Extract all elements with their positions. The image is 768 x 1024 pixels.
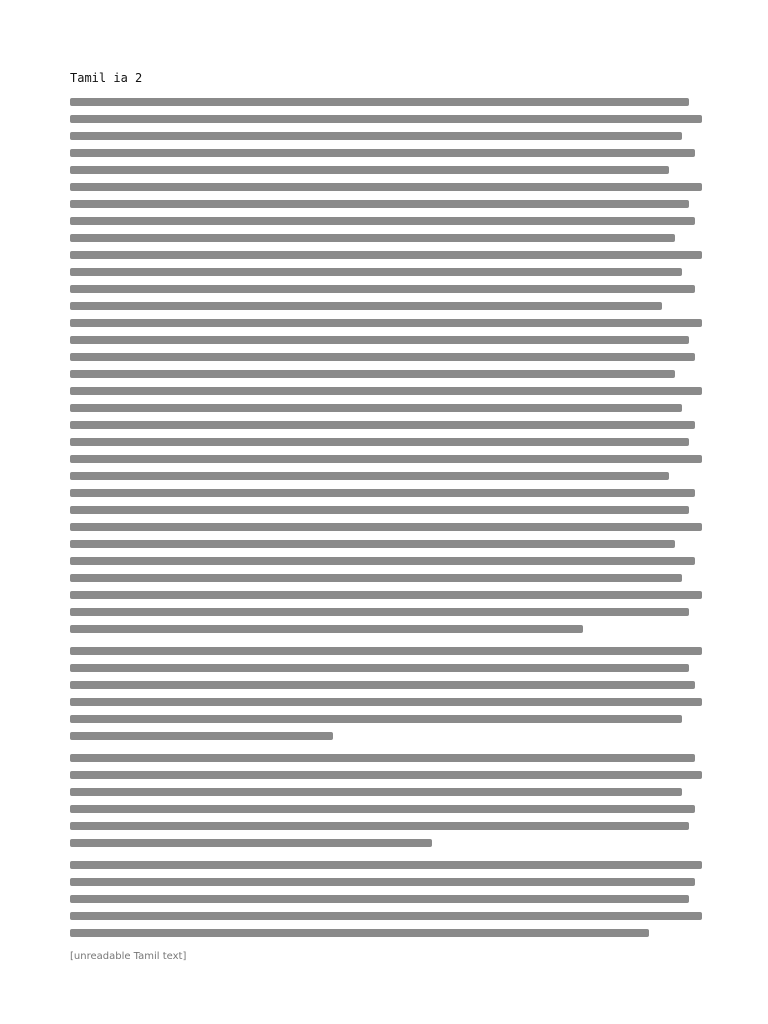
text-line xyxy=(70,895,689,903)
text-line xyxy=(70,912,702,920)
text-line xyxy=(70,234,675,242)
text-line xyxy=(70,861,702,869)
text-line xyxy=(70,98,689,106)
text-line xyxy=(70,523,702,531)
text-line xyxy=(70,149,695,157)
paragraph-2 xyxy=(70,647,728,740)
text-line xyxy=(70,929,649,937)
text-line xyxy=(70,805,695,813)
text-line xyxy=(70,115,702,123)
text-line xyxy=(70,438,689,446)
text-line xyxy=(70,353,695,361)
text-line xyxy=(70,302,662,310)
text-line xyxy=(70,591,702,599)
text-line xyxy=(70,489,695,497)
document-title: Tamil ia 2 xyxy=(70,71,143,85)
text-line xyxy=(70,681,695,689)
text-line xyxy=(70,421,695,429)
text-line xyxy=(70,472,669,480)
text-line xyxy=(70,822,689,830)
text-line xyxy=(70,788,682,796)
text-line xyxy=(70,285,695,293)
text-line xyxy=(70,664,689,672)
text-line xyxy=(70,268,682,276)
text-line xyxy=(70,557,695,565)
text-line xyxy=(70,217,695,225)
text-line xyxy=(70,166,669,174)
text-line xyxy=(70,715,682,723)
text-line xyxy=(70,647,702,655)
text-line xyxy=(70,132,682,140)
text-line xyxy=(70,839,432,847)
text-line xyxy=(70,574,682,582)
text-line xyxy=(70,754,695,762)
text-line xyxy=(70,455,702,463)
text-line xyxy=(70,608,689,616)
text-line xyxy=(70,506,689,514)
text-line xyxy=(70,878,695,886)
text-line xyxy=(70,200,689,208)
text-line xyxy=(70,387,702,395)
text-line xyxy=(70,698,702,706)
text-line xyxy=(70,319,702,327)
text-line xyxy=(70,625,583,633)
text-line xyxy=(70,540,675,548)
paragraph-1 xyxy=(70,98,728,633)
paragraph-4 xyxy=(70,861,728,937)
content-note: [unreadable Tamil text] xyxy=(70,951,187,962)
text-line xyxy=(70,370,675,378)
text-line xyxy=(70,771,702,779)
paragraph-3 xyxy=(70,754,728,847)
text-line xyxy=(70,183,702,191)
text-line xyxy=(70,404,682,412)
text-line xyxy=(70,251,702,259)
document-body xyxy=(70,98,728,962)
text-line xyxy=(70,336,689,344)
text-line xyxy=(70,732,333,740)
